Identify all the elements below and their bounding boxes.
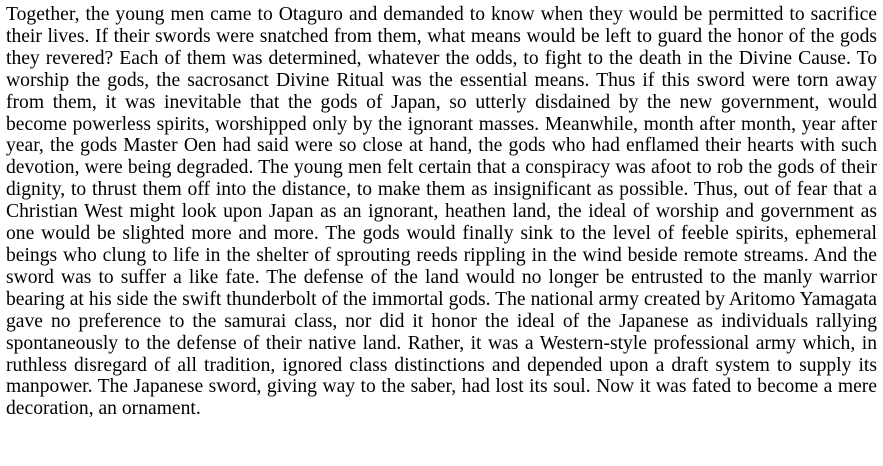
body-paragraph: Together, the young men came to Otaguro and demanded to know when they would be permitted to sacrifice their lives. If their swords were snatched from them, what means would be left to guard the honor of the gods they revered? Each of them was determined, whatever the odds, to fight to the death in the Divine Cause. To worship the gods, the sacrosanct Divine Ritual was the essential means. Thus if this sword were torn away from them, it was inevitable that the gods of Japan, so utterly disdained by the new government, would become powerless spirits, worshipped only by the ignorant masses. Meanwhile, month after month, year after year, the gods Master Oen had said were so close at hand, the gods who had enflamed their hearts with such devotion, were being degraded. The young men felt certain that a conspiracy was afoot to rob the gods of their dignity, to thrust them off into the distance, to make them as insignificant as possible. Thus, out of fear that a Christian West might look upon Japan as an ignorant, heathen land, the ideal of worship and government as one would be slighted more and more. The gods would finally sink to the level of feeble spirits, ephemeral beings who clung to life in the shelter of sprouting reeds rippling in the wind beside remote streams. And the sword was to suffer a like fate. The defense of the land would no longer be entrusted to the manly warrior bearing at his side the swift thunderbolt of the immortal gods. The national army created by Aritomo Yamagata gave no preference to the samurai class, nor did it honor the ideal of the Japanese as individuals rallying spontaneously to the defense of their native land. Rather, it was a Western-style professional army which, in ruthless disregard of all tradition, ignored class distinctions and depended upon a draft system to supply its manpower. The Japanese sword, giving way to the saber, had lost its soul. Now it was fated to become a mere decoration, an ornament. xyxy=(6,4,877,420)
